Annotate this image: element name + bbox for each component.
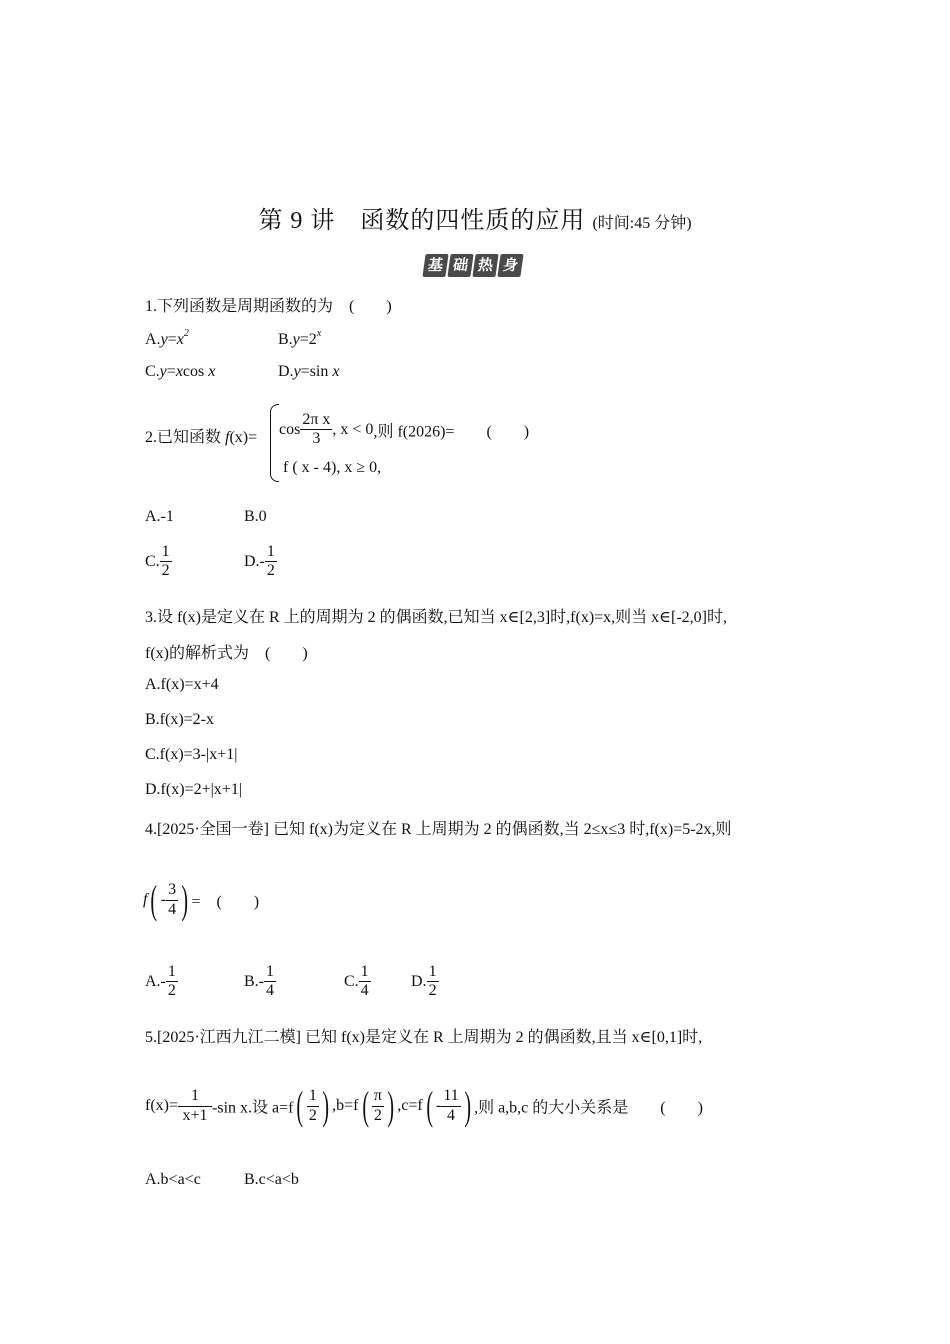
- fraction: $\frac{1}{2}$: [266, 543, 275, 580]
- q5-option-b: B.c<a<b: [244, 1171, 299, 1188]
- q1-option-a: $A.y=x^2$: [145, 328, 189, 348]
- q2-option-b: B.0: [244, 508, 267, 525]
- q1-option-c: C.y=xcos x: [145, 363, 216, 380]
- q5-option-a: A.b<a<c: [145, 1171, 201, 1188]
- badge-char: 身: [497, 254, 523, 277]
- fraction: $\frac{1}{2}$: [428, 963, 437, 1000]
- fraction: $\frac{1}{2}$: [161, 543, 170, 580]
- badge-char: 础: [447, 254, 473, 277]
- q4-option-c: C. $\frac{1}{4}$: [344, 963, 369, 1000]
- q5-expression: f(x)= $\frac{1}{x+1}$ -sin x.设 a=f( $\frac{1}{2}$ ) ,b=f( $\frac{\pi}{2}$ ) ,c=f( - $\frac{11}{4}$ ) ,则 a,b,c 的大小关系是 ( ): [145, 1083, 703, 1128]
- q1-option-d: D.y=sin x: [278, 363, 340, 380]
- fraction: $\frac{11}{4}$: [443, 1087, 459, 1124]
- fraction: $\frac{1}{4}$: [360, 963, 369, 1000]
- q3-stem-line2: f(x)的解析式为 ( ): [145, 645, 308, 662]
- title-main: 第 9 讲 函数的四性质的应用: [258, 208, 586, 234]
- section-badge: [424, 254, 522, 277]
- q3-option-d: D.f(x)=2+|x+1|: [145, 781, 243, 798]
- fraction: $\frac{1}{x+1}$: [178, 1087, 212, 1125]
- fraction: $\frac{1}{4}$: [266, 963, 274, 1000]
- piecewise-brace: [270, 404, 279, 482]
- q1-option-b: $B.y=2^x$: [278, 328, 322, 348]
- q4-option-b: B.- $\frac{1}{4}$: [244, 963, 274, 1000]
- q3-option-c: C.f(x)=3-|x+1|: [145, 746, 238, 763]
- q1-stem: 1.下列函数是周期函数的为 ( ): [145, 298, 392, 315]
- q2-option-a: A.-1: [145, 508, 174, 525]
- q2-option-d: D.- $\frac{1}{2}$: [244, 543, 275, 580]
- q2-prefix: 2.已知函数 f(x)=: [145, 429, 258, 446]
- title-time: (时间:45 分钟): [592, 215, 692, 232]
- badge-char: 热: [472, 254, 498, 277]
- q5-stem: 5.[2025·江西九江二模] 已知 f(x)是定义在 R 上周期为 2 的偶函数,且当 x∈[0,1]时,: [145, 1029, 703, 1046]
- badge-char: 基: [422, 254, 448, 277]
- fraction: $\frac{\pi}{2}$: [373, 1087, 382, 1124]
- q4-expression: f( - $\frac{3}{4}$ ) = ( ): [143, 877, 260, 922]
- q4-option-d: D. $\frac{1}{2}$: [411, 963, 437, 1000]
- fraction: $\frac{1}{2}$: [308, 1087, 317, 1124]
- q4-option-a: A.- $\frac{1}{2}$: [145, 963, 176, 1000]
- q3-option-b: B.f(x)=2-x: [145, 711, 215, 728]
- page-title: [0, 200, 950, 235]
- q2-case1: cos $\frac{\text{2π x}}{3}$ , x < 0,则 f(2026)= ( ): [279, 411, 530, 448]
- q3-stem-line1: 3.设 f(x)是定义在 R 上的周期为 2 的偶函数,已知当 x∈[2,3]时,f(x)=x,则当 x∈[-2,0]时,: [145, 609, 727, 626]
- q4-stem: 4.[2025·全国一卷] 已知 f(x)为定义在 R 上周期为 2 的偶函数,当 2≤x≤3 时,f(x)=5-2x,则: [145, 821, 732, 838]
- q3-option-a: A.f(x)=x+4: [145, 676, 219, 693]
- fraction: $\frac{3}{4}$: [168, 881, 177, 918]
- fraction: $\frac{\text{2π x}}{3}$: [302, 411, 331, 448]
- q2-case2: f ( x - 4), x ≥ 0,: [283, 459, 382, 476]
- fraction: $\frac{1}{2}$: [167, 963, 176, 1000]
- q2-option-c: C. $\frac{1}{2}$: [145, 543, 170, 580]
